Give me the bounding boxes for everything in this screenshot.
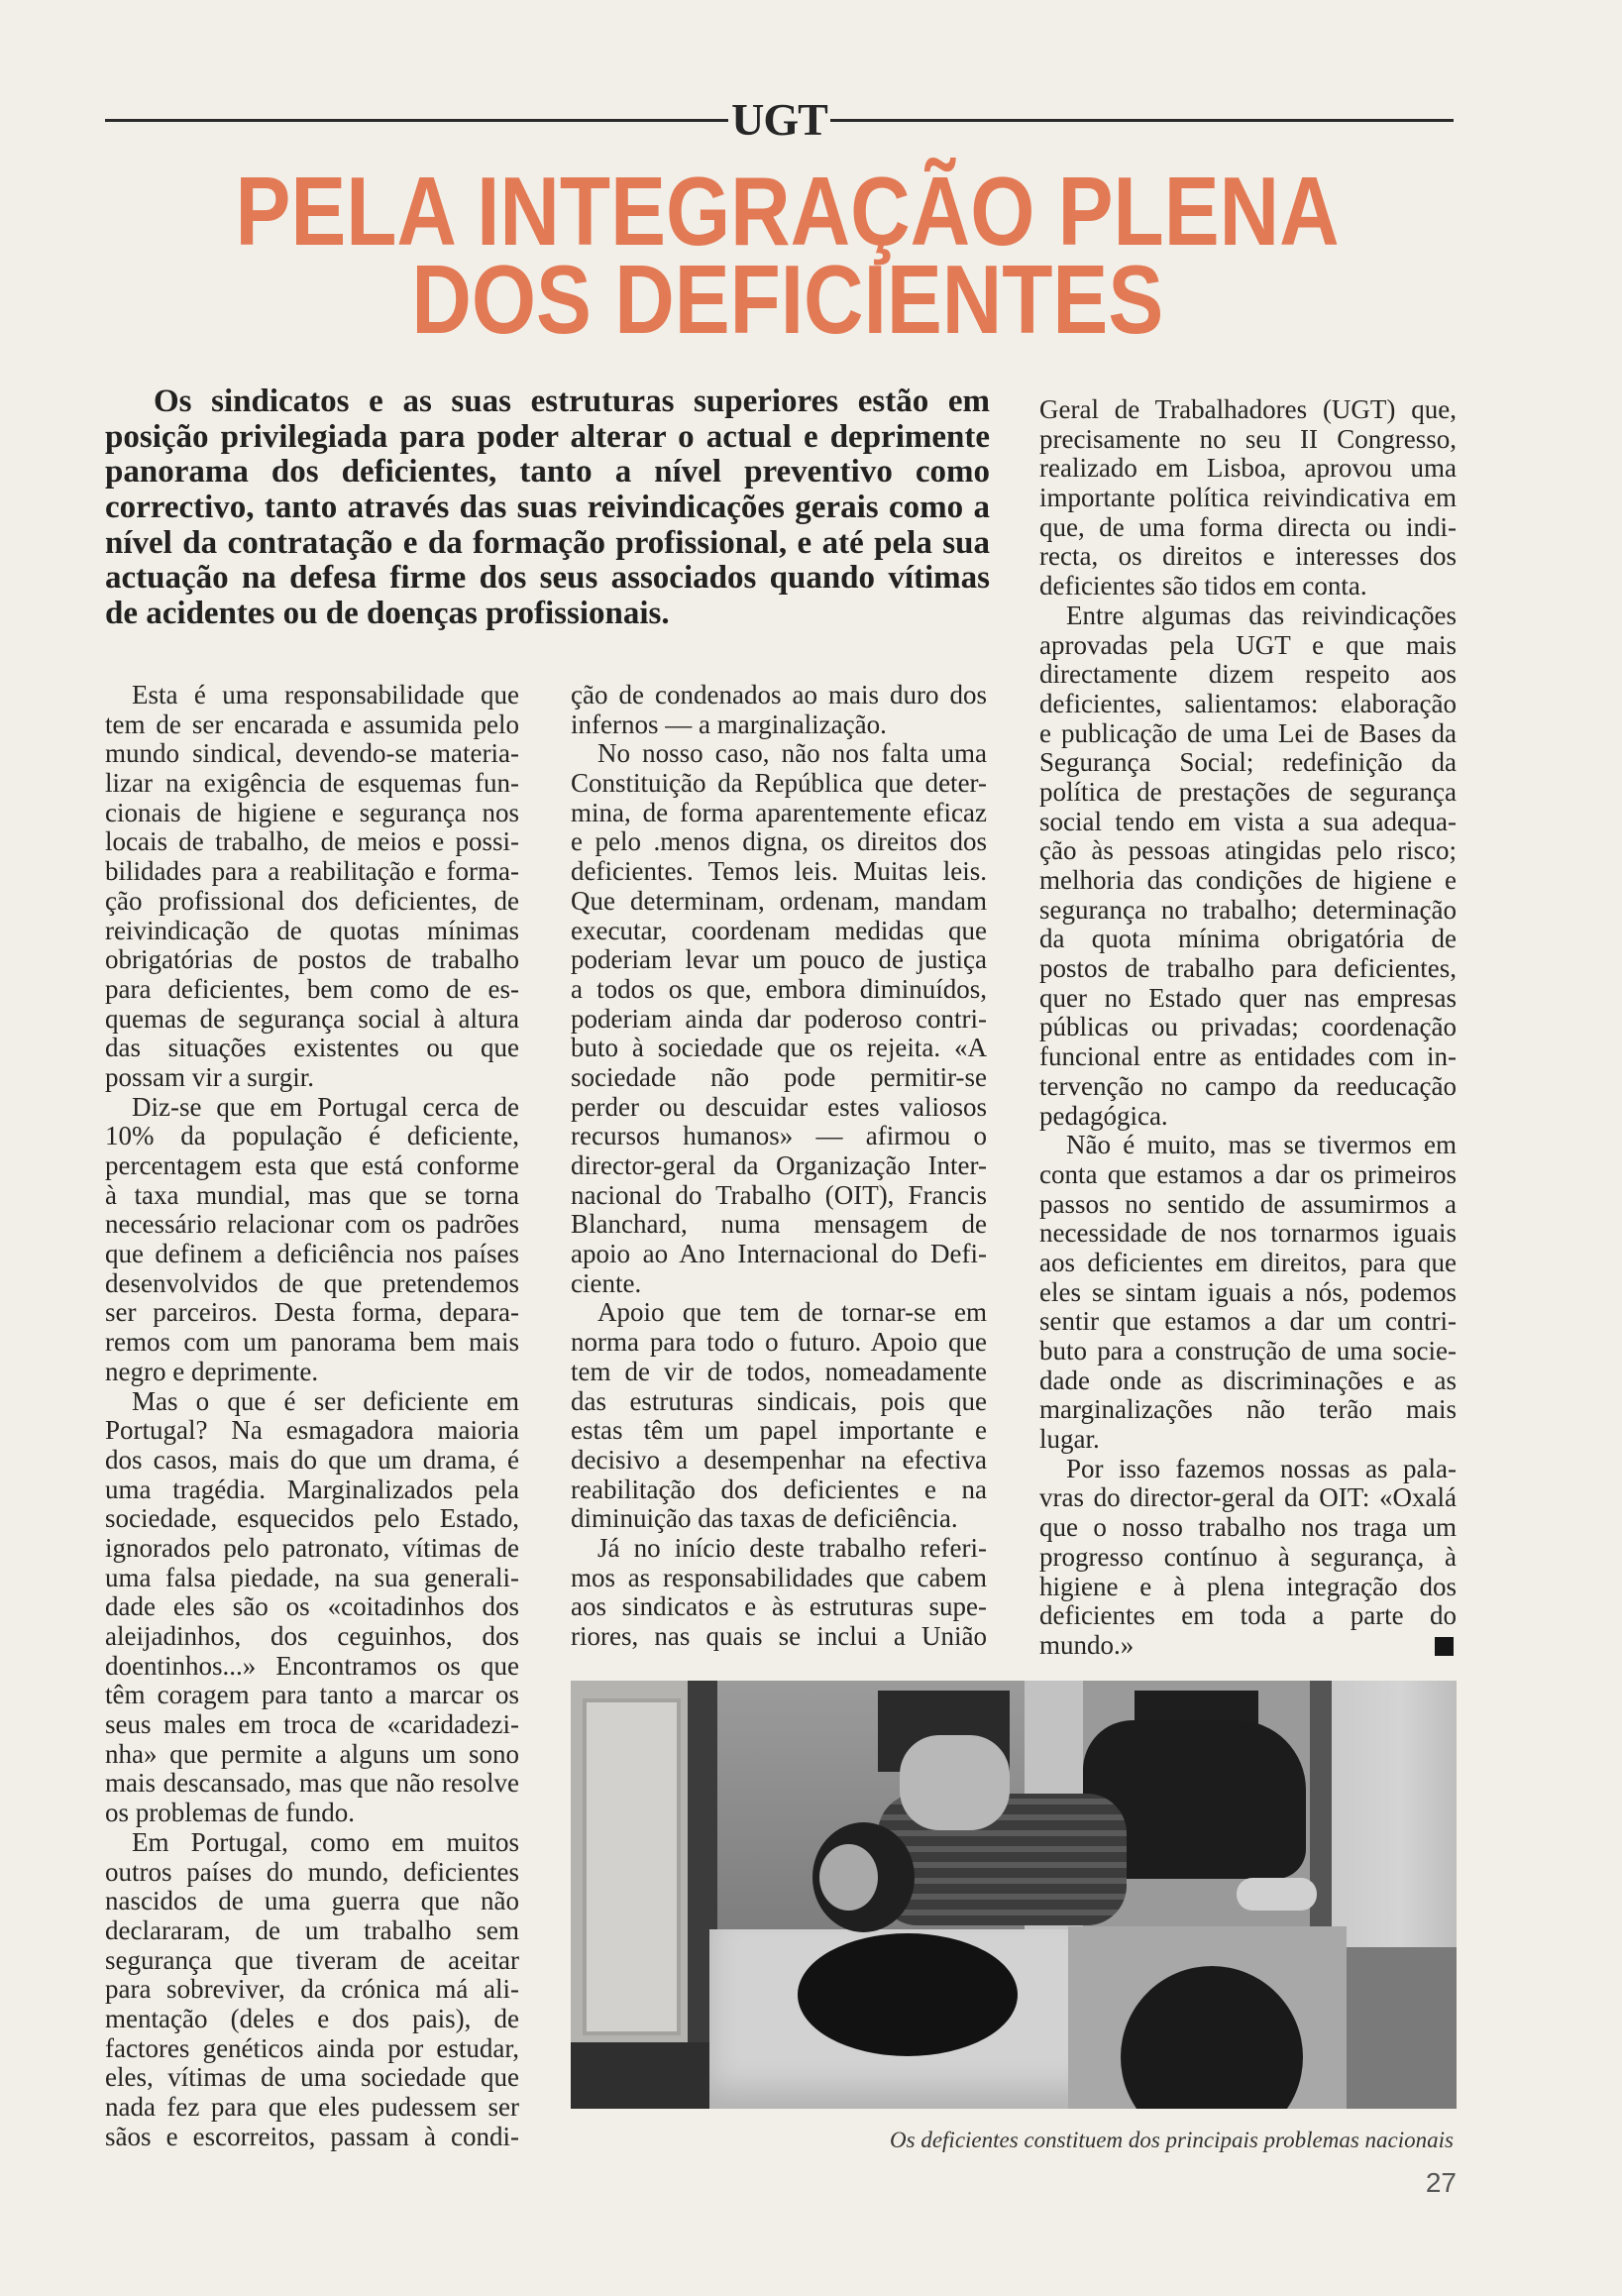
body-line: estas têm um papel importante e (571, 1415, 987, 1446)
body-line: poderiam levar um pouco de justiça (571, 944, 987, 975)
lead-line: Os sindicatos e as suas estruturas superiores estão em (154, 383, 990, 419)
body-line: bilidades para a reabilitação e forma- (105, 856, 519, 887)
body-line: segurança que tiveram de aceitar (105, 1944, 519, 1975)
body-line: deficientes são tidos em conta. (1039, 571, 1367, 601)
body-line: seus males em troca de «caridadezi- (105, 1709, 519, 1740)
body-line: necessário relacionar com os padrões (105, 1209, 519, 1240)
header-rule-right (830, 119, 1454, 122)
paragraph (571, 1298, 987, 1534)
body-line: apoio ao Ano Internacional do Defi- (571, 1239, 987, 1269)
lead-line: panorama dos deficientes, tanto a nível preventivo como (105, 454, 990, 491)
body-line: progresso contínuo à segurança, à (1039, 1541, 1457, 1572)
lead-line: posição privilegiada para poder alterar o actual e deprimente (105, 418, 990, 455)
body-line: sentir que estamos a dar um contri- (1039, 1306, 1457, 1337)
body-line: sãos e escorreitos, passam à condi- (105, 2121, 519, 2151)
body-line: No nosso caso, não nos falta uma (597, 738, 987, 769)
paragraph (105, 1387, 519, 1828)
body-line: Portugal? Na esmagadora maioria (105, 1415, 519, 1446)
title-line (105, 157, 1470, 266)
body-line: mentação (deles e dos pais), de (105, 2003, 519, 2033)
body-line: aleijadinhos, dos ceguinhos, dos (105, 1621, 519, 1651)
body-line: melhoria das condições de higiene e (1039, 865, 1457, 895)
photo-floor-right (1347, 1947, 1457, 2109)
photo-child-arms (900, 1735, 1010, 1830)
body-line: da quota mínima obrigatória de (1039, 924, 1457, 954)
body-line: cionais de higiene e segurança nos (105, 797, 519, 827)
photo-box-left-hole (798, 1933, 1018, 2056)
body-line: mais descansado, mas que não resolve (105, 1768, 519, 1799)
body-line: públicas ou privadas; coordenação (1039, 1012, 1457, 1042)
article-photo (571, 1681, 1457, 2109)
body-line: segurança no trabalho; determinação (1039, 894, 1457, 925)
body-line: nacional do Trabalho (OIT), Francis (571, 1179, 987, 1210)
body-line: diminuição das taxas de deficiência. (571, 1503, 958, 1534)
paragraph (571, 1534, 987, 1652)
body-line: decisivo a desempenhar na efectiva (571, 1444, 987, 1475)
body-line: têm coragem para tanto a marcar os (105, 1680, 519, 1710)
photo-door-panel (583, 1698, 681, 2035)
body-line: política de prestações de segurança (1039, 776, 1457, 807)
body-line: sociedade não pode permitir-se (571, 1061, 987, 1092)
photo-child-shoe (1237, 1878, 1317, 1911)
page-number: 27 (1425, 2167, 1457, 2198)
section-label: UGT (731, 94, 827, 145)
body-line: nha» que permite a alguns um sono (105, 1738, 519, 1769)
paragraph (1039, 395, 1457, 601)
body-line: necessidade de nos tornarmos iguais (1039, 1218, 1457, 1249)
body-line: executar, coordenam medidas que (571, 915, 987, 945)
body-line: ser parceiros. Desta forma, depara- (105, 1297, 519, 1328)
body-line: poderiam ainda dar poderoso contri- (571, 1003, 987, 1034)
body-line: conta que estamos a dar os primeiros (1039, 1158, 1457, 1189)
body-line: directamente dizem respeito aos (1039, 659, 1457, 690)
body-line: deficientes em toda a parte do (1039, 1600, 1457, 1631)
body-line: mundo.» (1039, 1629, 1135, 1660)
paragraph (1039, 1455, 1457, 1661)
body-line: remos com um panorama bem mais (105, 1327, 519, 1358)
text-column-1 (105, 681, 519, 2151)
body-line: ignorados pelo patronato, vítimas de (105, 1532, 519, 1563)
body-line: deficientes. Temos leis. Muitas leis. (571, 856, 987, 887)
title-line-text: PELA INTEGRAÇÃO PLENA (235, 157, 1341, 266)
body-line: percentagem esta que está conforme (105, 1150, 519, 1180)
paragraph (1039, 1131, 1457, 1455)
lead-line: de acidentes ou de doenças profissionais. (105, 596, 670, 632)
body-line: aos sindicatos e às estruturas supe- (571, 1591, 987, 1622)
body-line: ção às pessoas atingidas pelo risco; (1039, 835, 1457, 866)
body-line: factores genéticos ainda por estudar, (105, 2032, 519, 2063)
body-line: dade eles são os «coitadinhos dos (105, 1591, 519, 1622)
body-line: tervenção no campo da reeducação (1039, 1070, 1457, 1101)
body-line: importante política reivindicativa em (1039, 483, 1457, 513)
body-line: que, de uma forma directa ou indi- (1039, 511, 1457, 542)
body-line: mundo sindical, devendo-se materia- (105, 738, 519, 769)
body-line: sociedade, esquecidos pelo Estado, (105, 1503, 519, 1534)
body-line: à taxa mundial, mas que se torna (105, 1179, 519, 1210)
body-line: riores, nas quais se inclui a União (571, 1621, 987, 1651)
body-line: precisamente no seu II Congresso, (1039, 423, 1457, 454)
lead-line: actuação na defesa firme dos seus associados quando vítimas (105, 560, 990, 597)
body-line: Por isso fazemos nossas as pala- (1066, 1453, 1457, 1483)
lead-paragraph (105, 384, 990, 632)
body-line: eles se sintam iguais a nós, podemos (1039, 1276, 1457, 1307)
photo-floor-left (571, 2042, 709, 2109)
body-line: das situações existentes ou que (105, 1033, 519, 1063)
paragraph (1039, 601, 1457, 1131)
body-line: lizar na exigência de esquemas fun- (105, 768, 519, 799)
body-line: e pelo .menos digna, os direitos dos (571, 826, 987, 857)
body-line: marginalizações não terão mais (1039, 1394, 1457, 1425)
body-line: mos as responsabilidades que cabem (571, 1562, 987, 1592)
body-line: das estruturas sindicais, pois que (571, 1385, 987, 1416)
body-line: director-geral da Organização Inter- (571, 1150, 987, 1180)
body-line: aprovadas pela UGT e que mais (1039, 629, 1457, 660)
photo-caption: Os deficientes constituem dos principais problemas nacionais (890, 2128, 1454, 2152)
body-line: eles, vítimas de uma sociedade que (105, 2062, 519, 2093)
body-line: vras do director-geral da OIT: «Oxalá (1039, 1482, 1457, 1513)
body-line: outros países do mundo, deficientes (105, 1856, 519, 1887)
body-line: realizado em Lisboa, aprovou uma (1039, 453, 1457, 484)
body-line: infernos — a marginalização. (571, 709, 887, 739)
body-line: Apoio que tem de tornar-se em (597, 1297, 987, 1328)
body-line: mina, de forma aparentemente eficaz (571, 797, 987, 827)
body-line: negro e deprimente. (105, 1356, 319, 1386)
end-mark-icon (1435, 1637, 1454, 1656)
body-line: dade onde as discriminações e as (1039, 1365, 1457, 1395)
body-line: Entre algumas das reivindicações (1066, 600, 1457, 630)
body-line: buto à sociedade que os rejeita. «A (571, 1033, 987, 1063)
paragraph (571, 739, 987, 1298)
body-line: passos no sentido de assumirmos a (1039, 1188, 1457, 1219)
body-line: tem de ser encarada e assumida pelo (105, 709, 519, 739)
body-line: nada fez para que eles pudessem ser (105, 2092, 519, 2122)
body-line: buto para a construção de uma socie- (1039, 1336, 1457, 1366)
body-line: lugar. (1039, 1424, 1100, 1455)
body-line: Esta é uma responsabilidade que (132, 680, 519, 710)
body-line: Já no início deste trabalho referi- (597, 1532, 987, 1563)
body-line: aos deficientes em direitos, para que (1039, 1247, 1457, 1277)
body-line: os problemas de fundo. (105, 1798, 355, 1828)
body-line: higiene e à plena integração dos (1039, 1571, 1457, 1601)
body-line: Geral de Trabalhadores (UGT) que, (1039, 394, 1457, 424)
body-line: possam vir a surgir. (105, 1061, 314, 1092)
body-line: Mas o que é ser deficiente em (132, 1385, 519, 1416)
body-line: para deficientes, bem como de es- (105, 973, 519, 1004)
body-line: recta, os direitos e interesses dos (1039, 541, 1457, 572)
body-line: Constituição da República que deter- (571, 768, 987, 799)
lead-line: nível da contratação e da formação profissional, e até pela sua (105, 524, 990, 561)
body-line: reivindicação de quotas mínimas (105, 915, 519, 945)
body-line: 10% da população é deficiente, (105, 1121, 519, 1151)
body-line: perder ou descuidar estes valiosos (571, 1091, 987, 1122)
body-line: desenvolvidos de que pretendemos (105, 1267, 519, 1298)
body-line: ção de condenados ao mais duro dos (571, 680, 987, 710)
body-line: Blanchard, numa mensagem de (571, 1209, 987, 1240)
header-rule-left (105, 119, 728, 122)
body-line: Em Portugal, como em muitos (132, 1826, 519, 1857)
body-line: pedagógica. (1039, 1100, 1168, 1131)
paragraph (105, 1093, 519, 1387)
text-column-3 (1039, 395, 1457, 1661)
body-line: para sobreviver, da crónica má ali- (105, 1974, 519, 2005)
body-line: uma falsa piedade, na sua generali- (105, 1562, 519, 1592)
body-line: reabilitação dos deficientes e na (571, 1474, 987, 1504)
body-line: deficientes, salientamos: elaboração (1039, 688, 1457, 718)
body-line: norma para todo o futuro. Apoio que (571, 1327, 987, 1358)
section-header (105, 94, 1454, 145)
body-line: doentinhos...» Encontramos os que (105, 1650, 519, 1681)
body-line: ção profissional dos deficientes, de (105, 885, 519, 916)
photo-child-face (819, 1844, 878, 1911)
body-line: quer no Estado quer nas empresas (1039, 982, 1457, 1013)
lead-line: correctivo, tanto através das suas reivindicações gerais como a (105, 490, 990, 526)
body-line: que definem a deficiência nos países (105, 1239, 519, 1269)
body-line: ciente. (571, 1267, 642, 1298)
body-line: quemas de segurança social à altura (105, 1003, 519, 1034)
body-line: social tendo em vista a sua adequa- (1039, 806, 1457, 836)
body-line: obrigatórias de postos de trabalho (105, 944, 519, 975)
title-line (105, 245, 1470, 354)
body-line: declararam, de um trabalho sem (105, 1914, 519, 1945)
body-line: Que determinam, ordenam, mandam (571, 885, 987, 916)
title-line-text: DOS DEFICIENTES (411, 245, 1164, 354)
text-column-2 (571, 681, 987, 1652)
body-line: postos de trabalho para deficientes, (1039, 953, 1457, 984)
paragraph (105, 681, 519, 1093)
body-line: Diz-se que em Portugal cerca de (132, 1091, 519, 1122)
body-line: uma tragédia. Marginalizados pela (105, 1474, 519, 1504)
body-line: recursos humanos» — afirmou o (571, 1121, 987, 1151)
body-line: nascidos de uma guerra que não (105, 1886, 519, 1916)
body-line: e publicação de uma Lei de Bases da (1039, 717, 1457, 748)
paragraph (571, 681, 987, 739)
body-line: dos casos, mais do que um drama, é (105, 1444, 519, 1475)
paragraph (105, 1828, 519, 2152)
body-line: tem de vir de todos, nomeadamente (571, 1356, 987, 1386)
body-line: funcional entre as entidades com in- (1039, 1041, 1457, 1072)
body-line: locais de trabalho, de meios e possi- (105, 826, 519, 857)
body-line: Não é muito, mas se tivermos em (1066, 1130, 1457, 1160)
article-title (105, 157, 1470, 354)
body-line: Segurança Social; redefinição da (1039, 747, 1457, 778)
body-line: a todos os que, embora diminuídos, (571, 973, 987, 1004)
body-line: que o nosso trabalho nos traga um (1039, 1512, 1457, 1543)
